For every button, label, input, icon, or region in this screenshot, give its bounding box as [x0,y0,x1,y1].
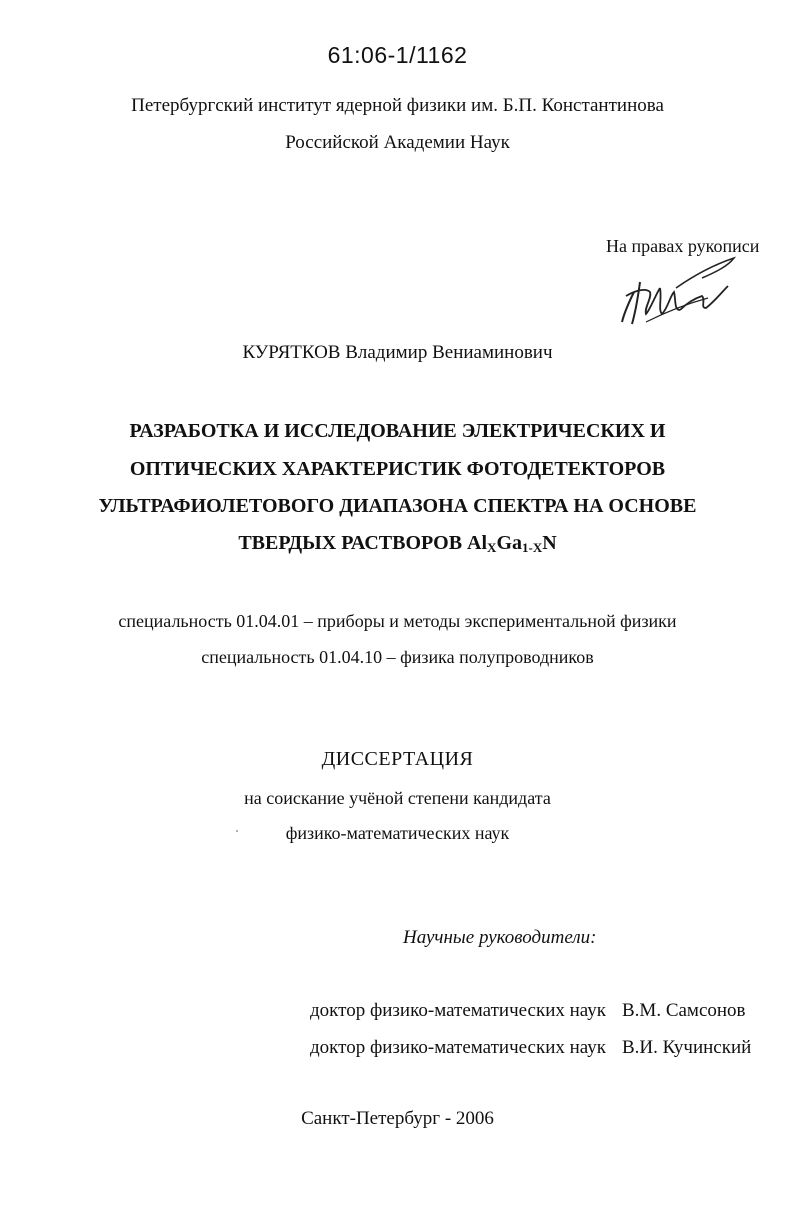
title-line-1: РАЗРАБОТКА И ИССЛЕДОВАНИЕ ЭЛЕКТРИЧЕСКИХ И [129,420,666,442]
specialty-2: специальность 01.04.10 – физика полупроводников [201,647,594,667]
formula-ga: Ga [496,532,522,554]
supervisor-2-name: В.И. Кучинский [622,1037,752,1058]
supervisor-1-name: В.М. Самсонов [622,1000,746,1021]
dissertation-heading: ДИССЕРТАЦИЯ [321,748,474,770]
title-line-2: ОПТИЧЕСКИХ ХАРАКТЕРИСТИК ФОТОДЕТЕКТОРОВ [129,458,666,480]
author-name: КУРЯТКОВ Владимир Вениаминович [242,342,553,363]
supervisor-1-rank: доктор физико-математических наук [310,1000,606,1021]
manuscript-rights-note: На правах рукописи [606,236,760,256]
formula-subscript-x: X [487,540,497,555]
title-line-4-prefix: ТВЕРДЫХ РАСТВОРОВ Al [238,532,488,554]
scan-speck [236,830,238,832]
city-year: Санкт-Петербург - 2006 [301,1108,494,1129]
formula-subscript-1-x: 1-X [522,540,543,555]
specialty-1: специальность 01.04.01 – приборы и методы экспериментальной физики [118,611,677,631]
title-line-3: УЛЬТРАФИОЛЕТОВОГО ДИАПАЗОНА СПЕКТРА НА ОСНОВЕ [98,495,697,517]
institution-line-2: Российской Академии Наук [285,132,510,153]
formula-n: N [542,532,557,554]
archive-stamp-code: 61:06-1/1162 [327,42,468,68]
author-signature [616,252,741,330]
institution-line-1: Петербургский институт ядерной физики им. Б.П. Константинова [131,95,664,116]
supervisor-2-rank: доктор физико-математических наук [310,1037,606,1058]
degree-line-2: физико-математических наук [285,823,510,843]
supervisors-heading: Научные руководители: [403,927,597,948]
degree-line-1: на соискание учёной степени кандидата [244,788,551,808]
supervisor-2 [310,1037,751,1059]
title-line-4 [0,532,795,556]
supervisor-1 [310,1000,746,1022]
